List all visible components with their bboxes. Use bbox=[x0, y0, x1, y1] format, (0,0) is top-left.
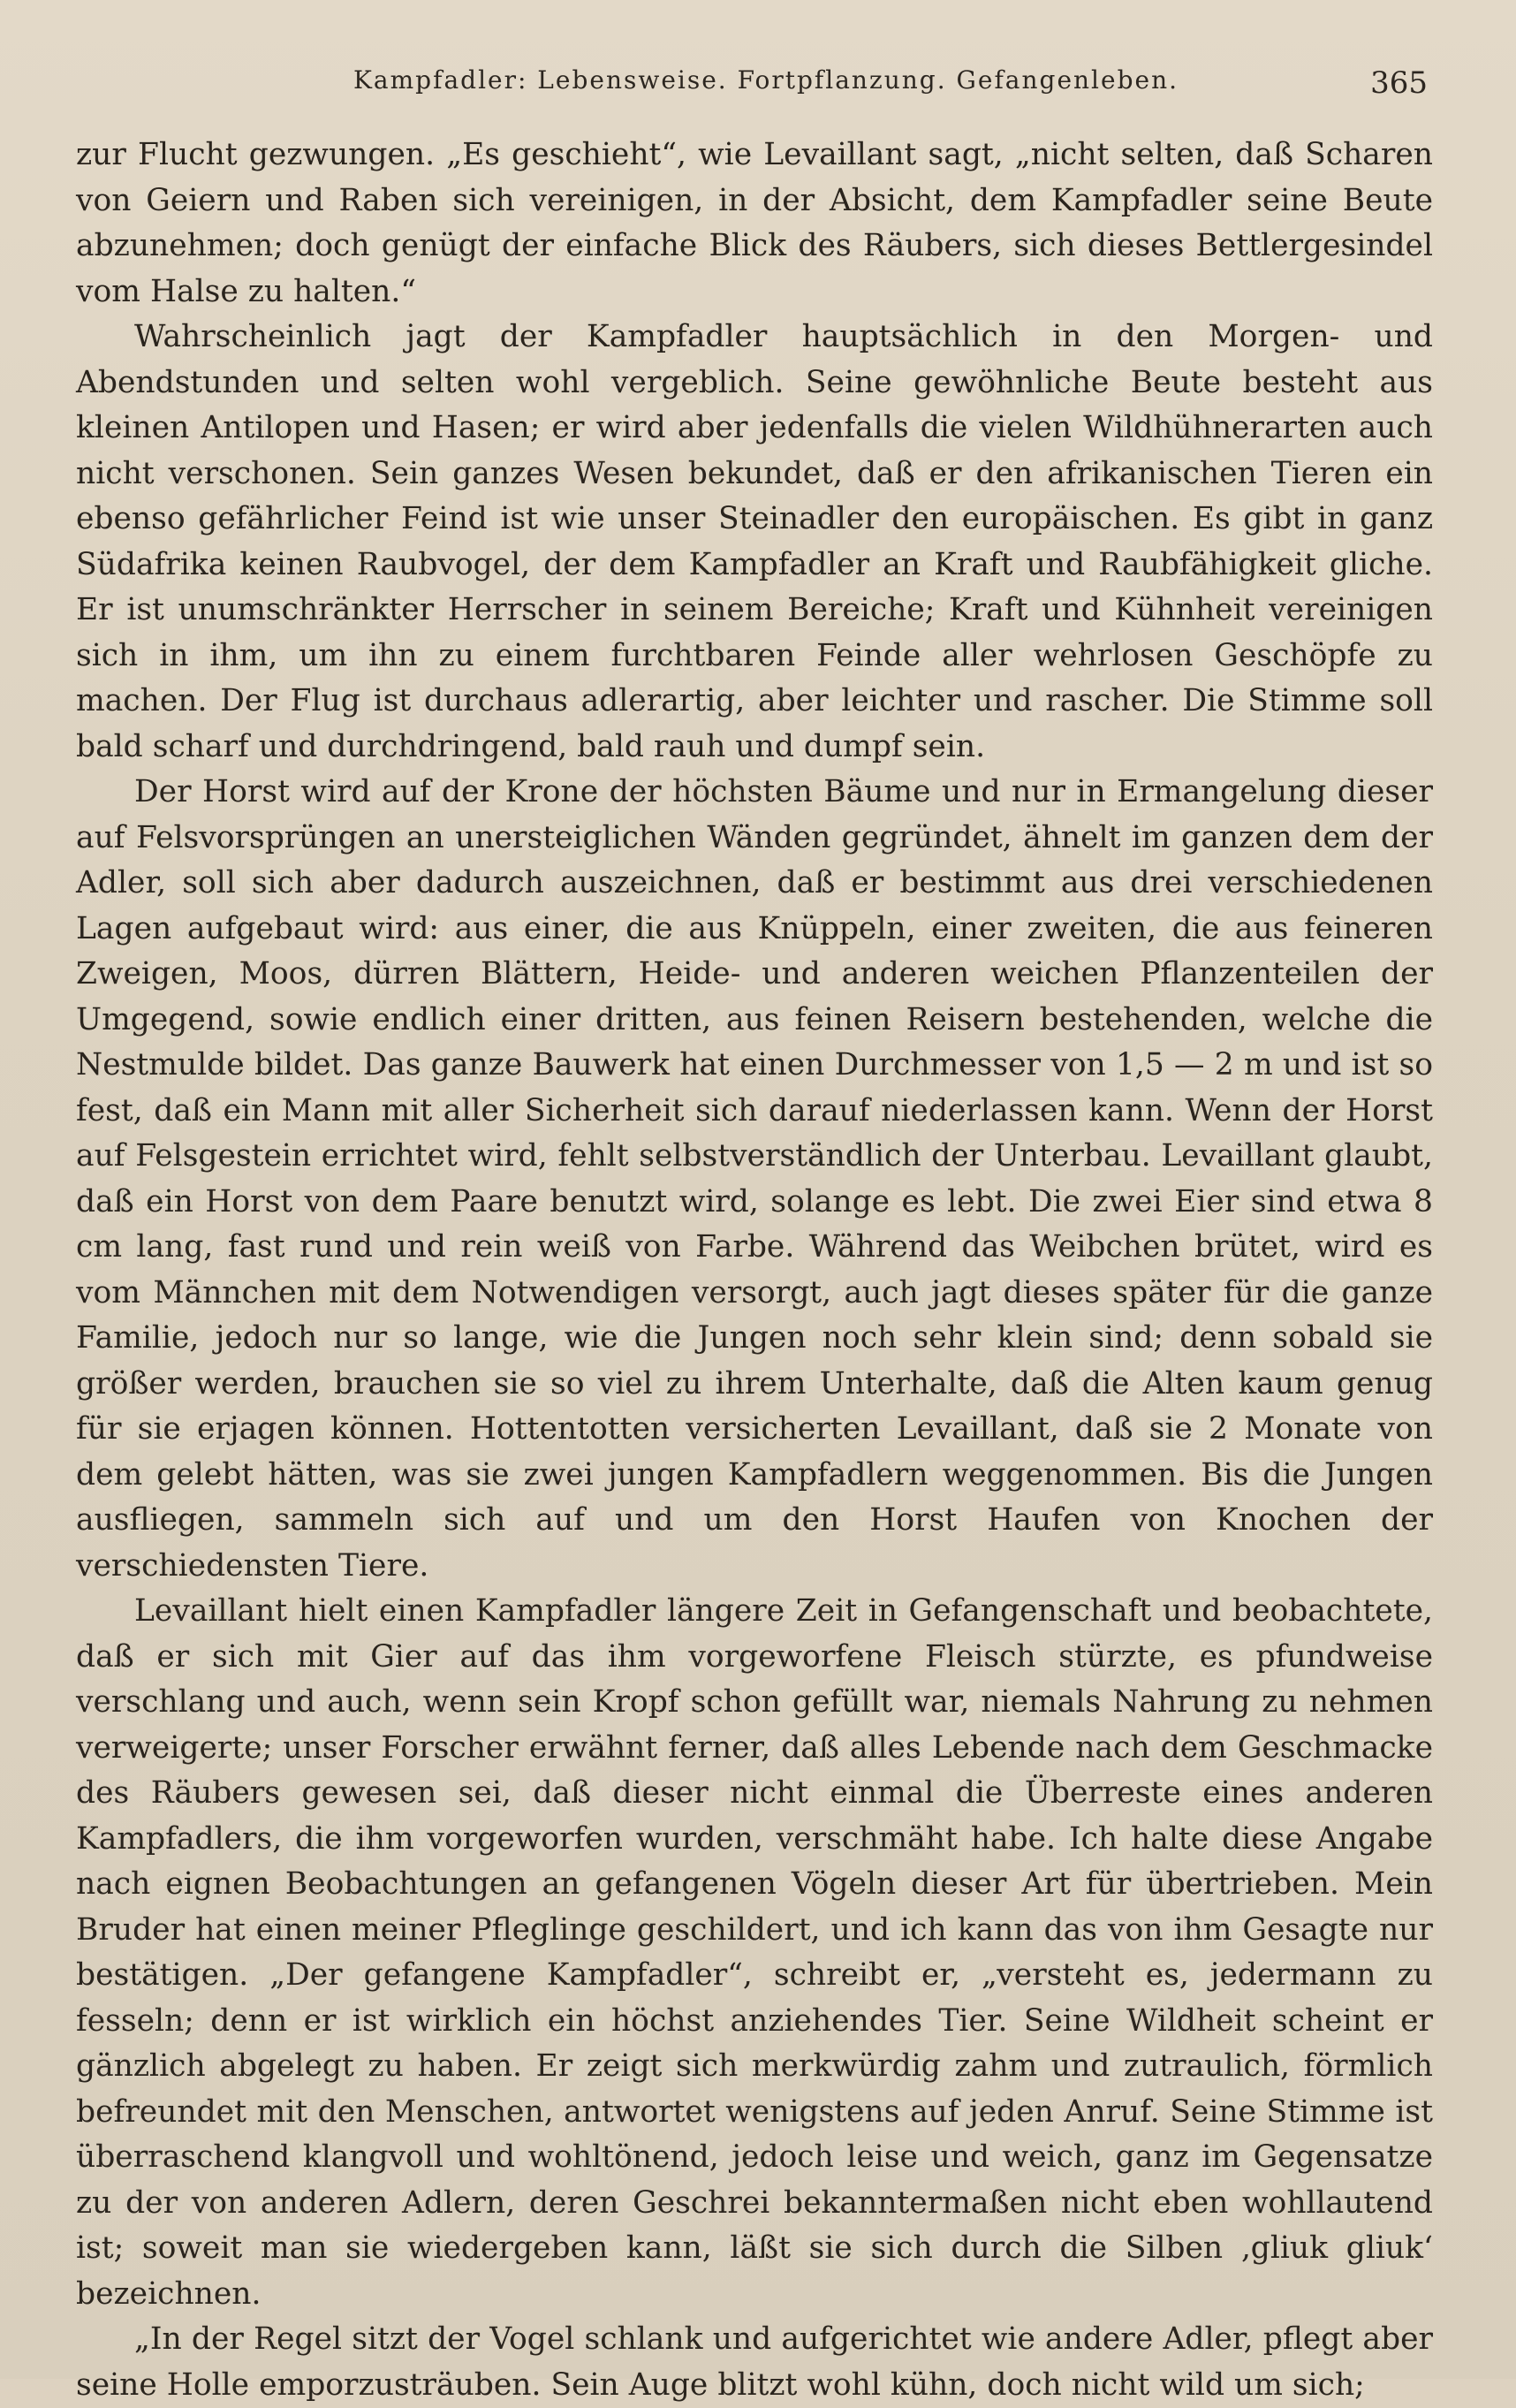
paragraph-3: Der Horst wird auf der Krone der höchsten Bäume und nur in Ermangelung dieser auf Felsvorsprüngen an unersteiglichen Wänden gegründet, ähnelt im ganzen dem der Adler, soll sich aber dadurch auszeichnen, daß er bestimmt aus drei verschiedenen Lagen aufgebaut wird: aus einer, die aus Knüppeln, einer zweiten, die aus feineren Zweigen, Moos, dürren Blättern, Heide- und anderen weichen Pflanzenteilen der Umgegend, sowie endlich einer dritten, aus feinen Reisern bestehenden, welche die Nestmulde bildet. Das ganze Bauwerk hat einen Durchmesser von 1,5 — 2 m und ist so fest, daß ein Mann mit aller Sicherheit sich darauf niederlassen kann. Wenn der Horst auf Felsgestein errichtet wird, fehlt selbstverständlich der Unterbau. Levaillant glaubt, daß ein Horst von dem Paare benutzt wird, solange es lebt. Die zwei Eier sind etwa 8 cm lang, fast rund und rein weiß von Farbe. Während das Weibchen brütet, wird es vom Männchen mit dem Notwendigen versorgt, auch jagt dieses später für die ganze Familie, jedoch nur so lange, wie die Jungen noch sehr klein sind; denn sobald sie größer werden, brauchen sie so viel zu ihrem Unterhalte, daß die Alten kaum genug für sie erjagen können. Hottentotten versicherten Levaillant, daß sie 2 Monate von dem gelebt hätten, was sie zwei jungen Kampfadlern weggenommen. Bis die Jungen ausfliegen, sammeln sich auf und um den Horst Haufen von Knochen der verschiedensten Tiere. bbox=[76, 774, 1433, 1584]
running-head: Kampfadler: Lebensweise. Fortpflanzung. Gefangenleben. bbox=[353, 65, 1179, 95]
page-number: 365 bbox=[1370, 65, 1428, 101]
page-header bbox=[0, 0, 1516, 124]
paragraph-4: Levaillant hielt einen Kampfadler längere Zeit in Gefangenschaft und beobachtete, daß er sich mit Gier auf das ihm vorgeworfene Fleisch stürzte, es pfundweise verschlang und auch, wenn sein Kropf schon gefüllt war, niemals Nahrung zu nehmen verweigerte; unser Forscher erwähnt ferner, daß alles Lebende nach dem Geschmacke des Räubers gewesen sei, daß dieser nicht einmal die Überreste eines anderen Kampfadlers, die ihm vorgeworfen wurden, verschmäht habe. Ich halte diese Angabe nach eignen Beobachtungen an gefangenen Vögeln dieser Art für übertrieben. Mein Bruder hat einen meiner Pfleglinge geschildert, und ich kann das von ihm Gesagte nur bestätigen. „Der gefangene Kampfadler“, schreibt er, „versteht es, jedermann zu fesseln; denn er ist wirklich ein höchst anziehendes Tier. Seine Wildheit scheint er gänzlich abgelegt zu haben. Er zeigt sich merkwürdig zahm und zutraulich, förmlich befreundet mit den Menschen, antwortet wenigstens auf jeden Anruf. Seine Stimme ist überraschend klangvoll und wohltönend, jedoch leise und weich, ganz im Gegensatze zu der von anderen Adlern, deren Geschrei bekanntermaßen nicht eben wohllautend ist; soweit man sie wiedergeben kann, läßt sie sich durch die Silben ‚gliuk gliuk‘ bezeichnen. bbox=[76, 1593, 1433, 2312]
paragraph-1: zur Flucht gezwungen. „Es geschieht“, wie Levaillant sagt, „nicht selten, daß Scharen von Geiern und Raben sich vereinigen, in der Absicht, dem Kampfadler seine Beute abzunehmen; doch genügt der einfache Blick des Räubers, sich dieses Bettlergesindel vom Halse zu halten.“ bbox=[76, 137, 1433, 309]
paragraph-2: Wahrscheinlich jagt der Kampfadler hauptsächlich in den Morgen- und Abendstunden und selten wohl vergeblich. Seine gewöhnliche Beute besteht aus kleinen Antilopen und Hasen; er wird aber jedenfalls die vielen Wildhühnerarten auch nicht verschonen. Sein ganzes Wesen bekundet, daß er den afrikanischen Tieren ein ebenso gefährlicher Feind ist wie unser Steinadler den europäischen. Es gibt in ganz Südafrika keinen Raubvogel, der dem Kampfadler an Kraft und Raubfähigkeit gliche. Er ist unumschränkter Herrscher in seinem Bereiche; Kraft und Kühnheit vereinigen sich in ihm, um ihn zu einem furchtbaren Feinde aller wehrlosen Geschöpfe zu machen. Der Flug ist durchaus adlerartig, aber leichter und rascher. Die Stimme soll bald scharf und durchdringend, bald rauh und dumpf sein. bbox=[76, 319, 1433, 764]
paragraph-5: „In der Regel sitzt der Vogel schlank und aufgerichtet wie andere Adler, pflegt aber seine Holle emporzusträuben. Sein Auge blitzt wohl kühn, doch nicht wild um sich; bbox=[76, 2321, 1433, 2403]
body-text bbox=[76, 133, 1433, 2403]
